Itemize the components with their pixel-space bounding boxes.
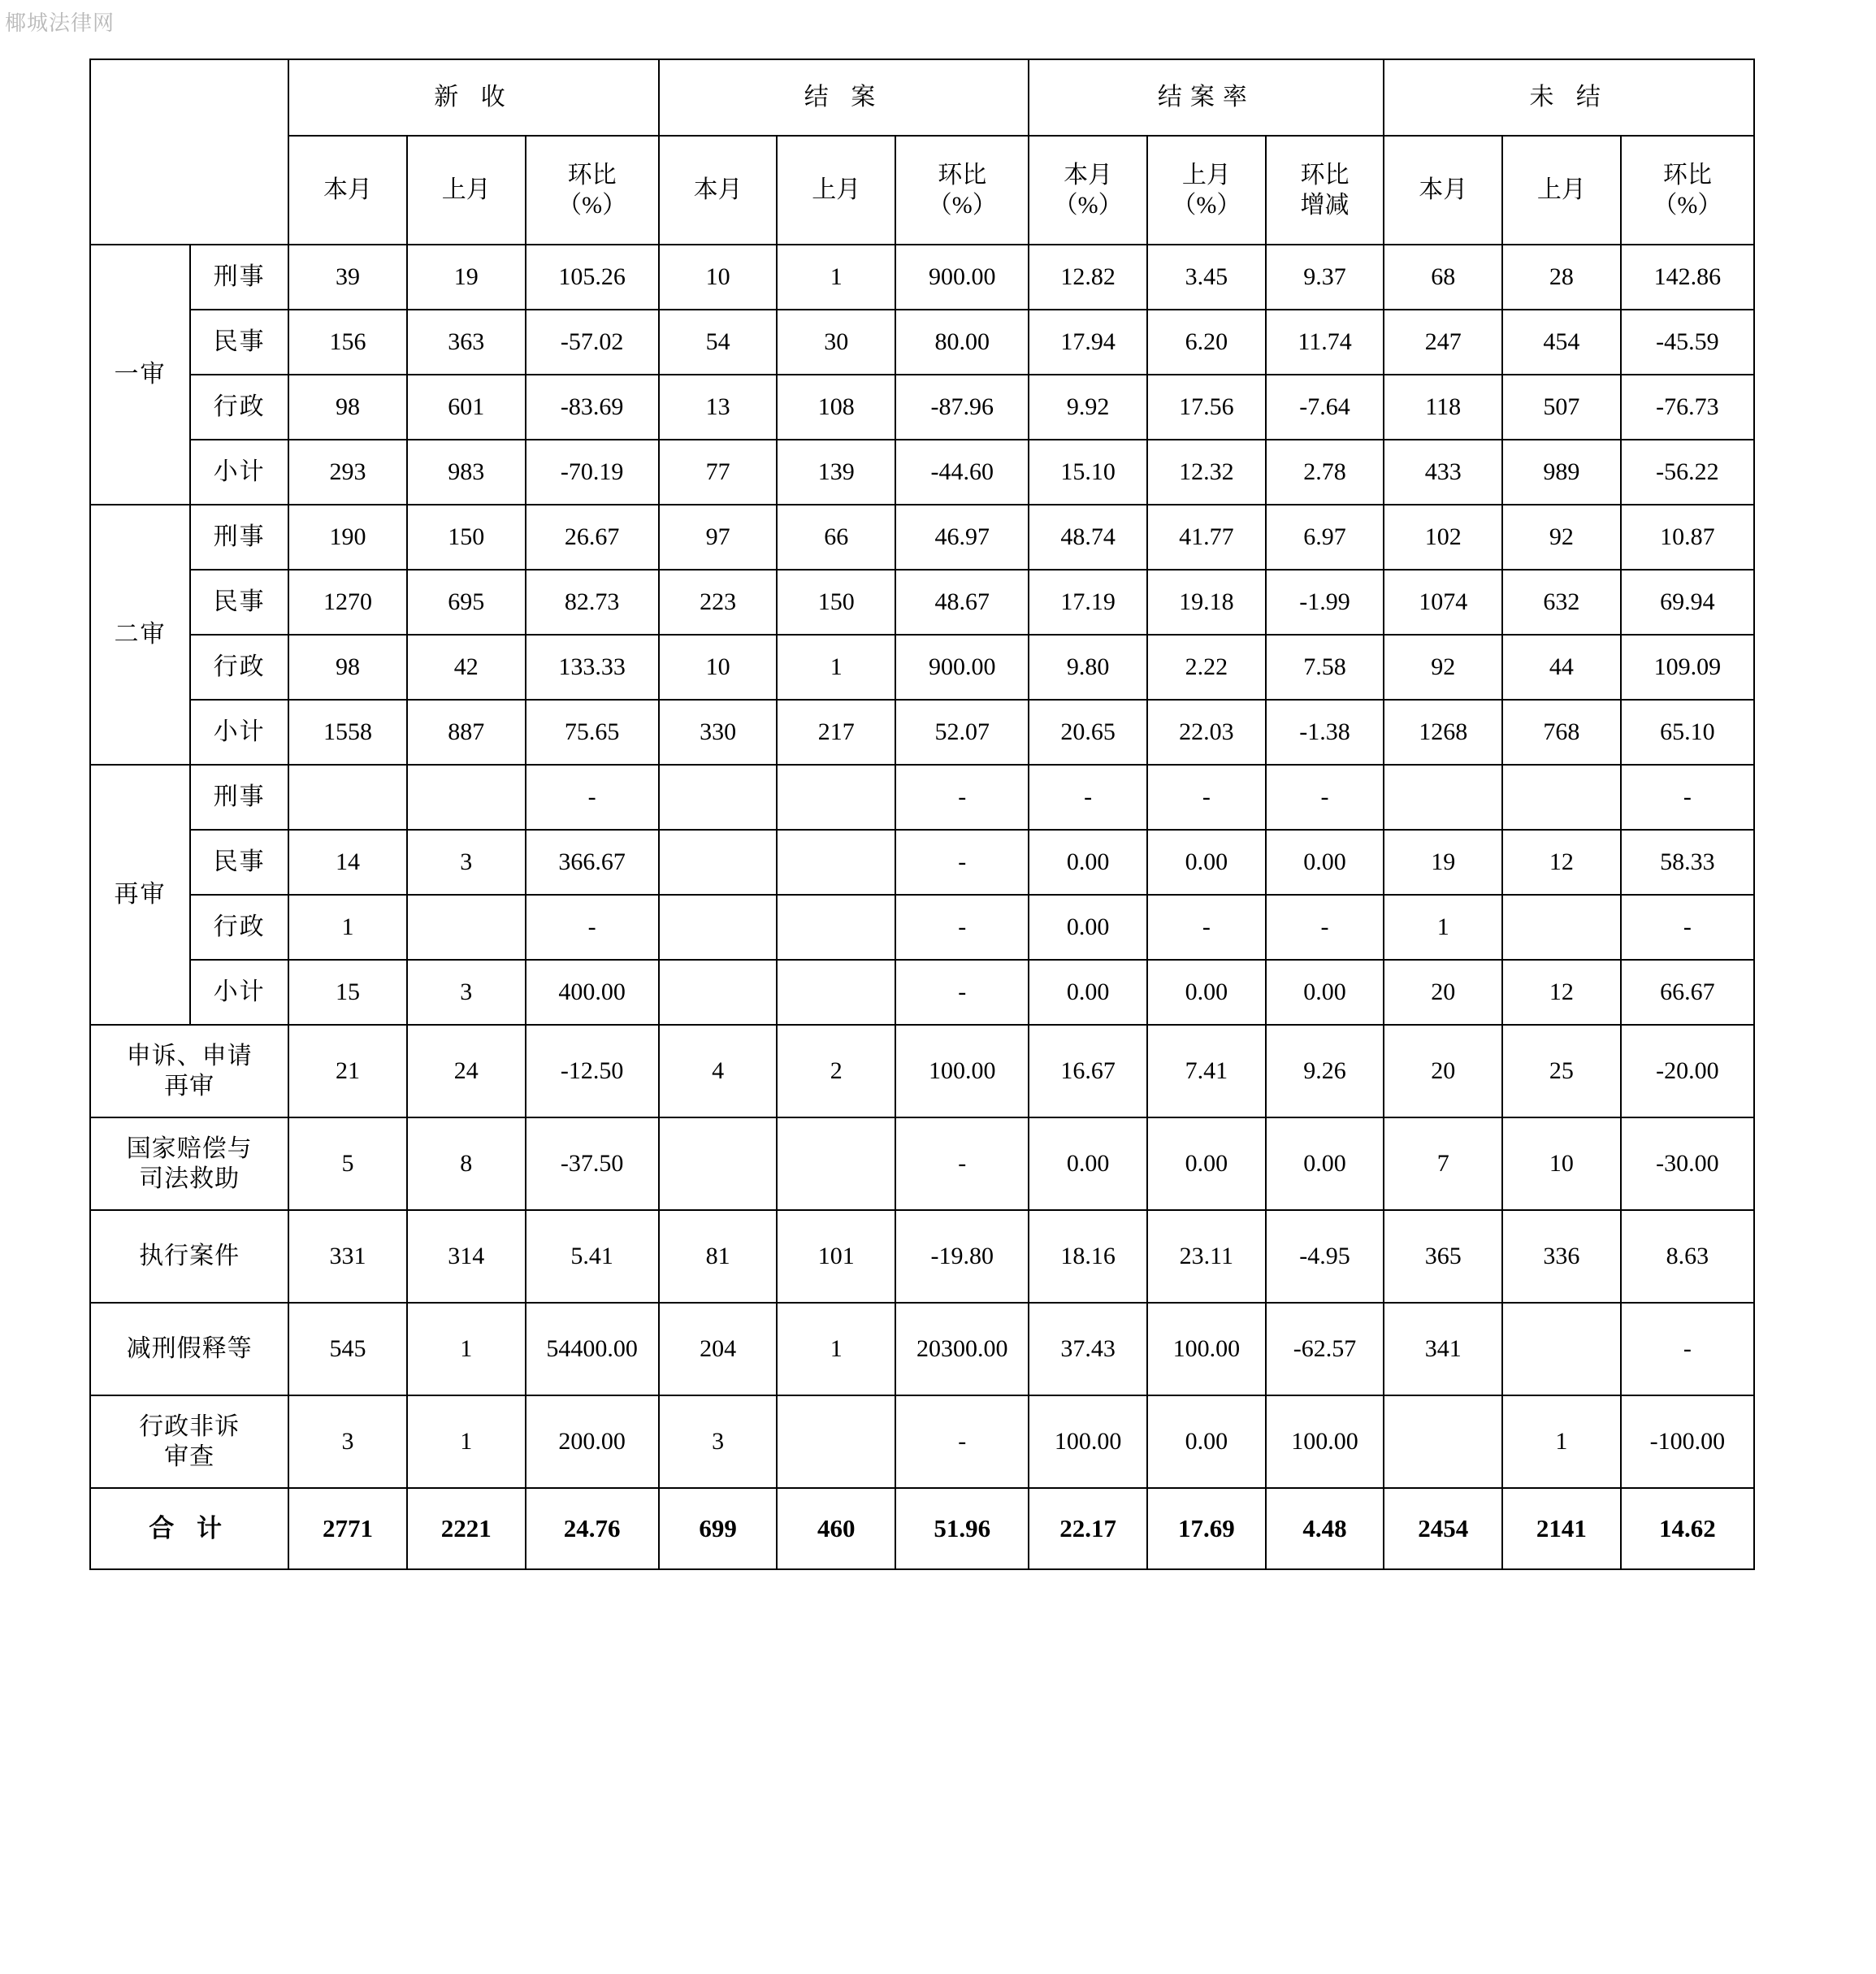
subheader-rate-last-month: 上月 （%）: [1147, 136, 1266, 245]
cell: 24.76: [526, 1488, 659, 1569]
cell: 118: [1384, 375, 1502, 440]
cell: 1: [777, 635, 895, 700]
cell: 18.16: [1029, 1210, 1147, 1303]
cell: -: [1621, 765, 1754, 830]
table-row: [90, 1025, 1754, 1117]
cell: [1384, 765, 1502, 830]
group-label-second-instance: 二审: [90, 505, 190, 765]
cell: 507: [1502, 375, 1621, 440]
cell: 26.67: [526, 505, 659, 570]
cell: 10: [1502, 1117, 1621, 1210]
cell: 3: [407, 830, 526, 895]
group-header-open: 未 结: [1384, 59, 1754, 136]
cell: -30.00: [1621, 1117, 1754, 1210]
cell: 4: [659, 1025, 778, 1117]
cell: 39: [288, 245, 407, 310]
subheader-open-last-month: 上月: [1502, 136, 1621, 245]
table-row: [90, 765, 1754, 830]
cell: [659, 895, 778, 960]
row-label: 刑事: [190, 765, 288, 830]
cell: 92: [1384, 635, 1502, 700]
cell: 8.63: [1621, 1210, 1754, 1303]
cell: 108: [777, 375, 895, 440]
statistics-sheet: [89, 59, 1755, 1570]
watermark: 椰城法律网: [5, 11, 115, 35]
cell: 66: [777, 505, 895, 570]
table-row: [90, 505, 1754, 570]
cell: -: [1266, 895, 1384, 960]
cell: 19.18: [1147, 570, 1266, 635]
cell: 0.00: [1147, 960, 1266, 1025]
cell: 989: [1502, 440, 1621, 505]
cell: 1: [407, 1303, 526, 1395]
table-row: [90, 1210, 1754, 1303]
subheader-closed-mom: 环比 （%）: [895, 136, 1029, 245]
table-row: [90, 375, 1754, 440]
cell: 1: [1384, 895, 1502, 960]
cell: 0.00: [1147, 1395, 1266, 1488]
cell: -1.99: [1266, 570, 1384, 635]
cell: 0.00: [1266, 1117, 1384, 1210]
group-header-new: 新 收: [288, 59, 659, 136]
cell: -: [895, 765, 1029, 830]
cell: 5.41: [526, 1210, 659, 1303]
cell: 12: [1502, 960, 1621, 1025]
cell: -76.73: [1621, 375, 1754, 440]
group-label-first-instance: 一审: [90, 245, 190, 505]
case-statistics-table: [89, 59, 1755, 1570]
cell: 54: [659, 310, 778, 375]
cell: 2.22: [1147, 635, 1266, 700]
cell: 1558: [288, 700, 407, 765]
cell: -45.59: [1621, 310, 1754, 375]
cell: -: [895, 895, 1029, 960]
cell: -: [1266, 765, 1384, 830]
cell: 98: [288, 635, 407, 700]
cell: 0.00: [1029, 830, 1147, 895]
cell: -: [526, 765, 659, 830]
cell: 632: [1502, 570, 1621, 635]
table-row: [90, 895, 1754, 960]
cell: 0.00: [1029, 1117, 1147, 1210]
cell: [407, 895, 526, 960]
cell: [407, 765, 526, 830]
cell: [1502, 895, 1621, 960]
group-header-closed: 结 案: [659, 59, 1029, 136]
cell: 1: [407, 1395, 526, 1488]
row-label: 行政: [190, 375, 288, 440]
cell: -: [1147, 895, 1266, 960]
cell: 1: [1502, 1395, 1621, 1488]
cell: 1074: [1384, 570, 1502, 635]
cell: 2.78: [1266, 440, 1384, 505]
cell: 142.86: [1621, 245, 1754, 310]
cell: [777, 830, 895, 895]
cell: 20: [1384, 960, 1502, 1025]
cell: -: [1621, 1303, 1754, 1395]
cell: 6.97: [1266, 505, 1384, 570]
subheader-new-last-month: 上月: [407, 136, 526, 245]
table-row: [90, 700, 1754, 765]
cell: 5: [288, 1117, 407, 1210]
cell: 12: [1502, 830, 1621, 895]
cell: 6.20: [1147, 310, 1266, 375]
cell: 900.00: [895, 245, 1029, 310]
cell: 365: [1384, 1210, 1502, 1303]
cell: 100.00: [1266, 1395, 1384, 1488]
row-label: 刑事: [190, 505, 288, 570]
cell: 1: [777, 245, 895, 310]
cell: -: [895, 1395, 1029, 1488]
cell: 0.00: [1147, 830, 1266, 895]
cell: 156: [288, 310, 407, 375]
cell: 101: [777, 1210, 895, 1303]
corner-cell: [90, 59, 288, 245]
cell: 13: [659, 375, 778, 440]
cell: 17.56: [1147, 375, 1266, 440]
row-label: 小计: [190, 700, 288, 765]
cell: 2: [777, 1025, 895, 1117]
cell: 17.19: [1029, 570, 1147, 635]
cell: 341: [1384, 1303, 1502, 1395]
cell: 331: [288, 1210, 407, 1303]
cell: 887: [407, 700, 526, 765]
table-row: [90, 960, 1754, 1025]
cell: 102: [1384, 505, 1502, 570]
cell: 217: [777, 700, 895, 765]
cell: -: [1621, 895, 1754, 960]
table-row: [90, 245, 1754, 310]
cell: 1: [288, 895, 407, 960]
cell: -19.80: [895, 1210, 1029, 1303]
cell: 20.65: [1029, 700, 1147, 765]
row-label-appeal-retrial-request: 申诉、申请 再审: [90, 1025, 288, 1117]
cell: 2221: [407, 1488, 526, 1569]
cell: 109.09: [1621, 635, 1754, 700]
cell: 66.67: [1621, 960, 1754, 1025]
cell: 454: [1502, 310, 1621, 375]
cell: 69.94: [1621, 570, 1754, 635]
cell: 7: [1384, 1117, 1502, 1210]
cell: 204: [659, 1303, 778, 1395]
cell: 695: [407, 570, 526, 635]
cell: 98: [288, 375, 407, 440]
cell: 9.37: [1266, 245, 1384, 310]
cell: 699: [659, 1488, 778, 1569]
cell: 11.74: [1266, 310, 1384, 375]
row-label: 刑事: [190, 245, 288, 310]
cell: 17.69: [1147, 1488, 1266, 1569]
cell: 247: [1384, 310, 1502, 375]
cell: 23.11: [1147, 1210, 1266, 1303]
cell: [1502, 1303, 1621, 1395]
cell: 100.00: [895, 1025, 1029, 1117]
cell: 10: [659, 635, 778, 700]
cell: 0.00: [1029, 895, 1147, 960]
cell: -57.02: [526, 310, 659, 375]
cell: -: [1029, 765, 1147, 830]
cell: 100.00: [1147, 1303, 1266, 1395]
cell: 30: [777, 310, 895, 375]
table-row: [90, 830, 1754, 895]
cell: 65.10: [1621, 700, 1754, 765]
cell: 41.77: [1147, 505, 1266, 570]
cell: -7.64: [1266, 375, 1384, 440]
cell: 22.17: [1029, 1488, 1147, 1569]
subheader-new-mom: 环比 （%）: [526, 136, 659, 245]
cell: 28: [1502, 245, 1621, 310]
subheader-closed-this-month: 本月: [659, 136, 778, 245]
cell: 15.10: [1029, 440, 1147, 505]
row-label-commutation-parole: 减刑假释等: [90, 1303, 288, 1395]
cell: -100.00: [1621, 1395, 1754, 1488]
cell: 75.65: [526, 700, 659, 765]
cell: [1502, 765, 1621, 830]
cell: 20: [1384, 1025, 1502, 1117]
cell: -: [895, 1117, 1029, 1210]
row-label-total: 合 计: [90, 1488, 288, 1569]
table-row: [90, 1395, 1754, 1488]
subheader-rate-change: 环比 增减: [1266, 136, 1384, 245]
cell: [659, 960, 778, 1025]
cell: -87.96: [895, 375, 1029, 440]
subheader-new-this-month: 本月: [288, 136, 407, 245]
cell: 433: [1384, 440, 1502, 505]
table-row: [90, 635, 1754, 700]
cell: 9.80: [1029, 635, 1147, 700]
cell: 200.00: [526, 1395, 659, 1488]
cell: 42: [407, 635, 526, 700]
row-label: 行政: [190, 635, 288, 700]
cell: 1: [777, 1303, 895, 1395]
table-row-total: [90, 1488, 1754, 1569]
cell: 19: [407, 245, 526, 310]
row-label-admin-nonlitigation-review: 行政非诉 审查: [90, 1395, 288, 1488]
cell: 68: [1384, 245, 1502, 310]
cell: 82.73: [526, 570, 659, 635]
cell: 3.45: [1147, 245, 1266, 310]
cell: 150: [777, 570, 895, 635]
table-row: [90, 570, 1754, 635]
cell: 4.48: [1266, 1488, 1384, 1569]
cell: 24: [407, 1025, 526, 1117]
cell: 7.41: [1147, 1025, 1266, 1117]
subheader-closed-last-month: 上月: [777, 136, 895, 245]
cell: [659, 765, 778, 830]
cell: 12.82: [1029, 245, 1147, 310]
cell: 3: [407, 960, 526, 1025]
cell: 77: [659, 440, 778, 505]
cell: 51.96: [895, 1488, 1029, 1569]
cell: -44.60: [895, 440, 1029, 505]
cell: 1270: [288, 570, 407, 635]
row-label: 小计: [190, 440, 288, 505]
table-body: [90, 245, 1754, 1569]
cell: 37.43: [1029, 1303, 1147, 1395]
cell: 150: [407, 505, 526, 570]
cell: 900.00: [895, 635, 1029, 700]
cell: 105.26: [526, 245, 659, 310]
cell: 100.00: [1029, 1395, 1147, 1488]
cell: 400.00: [526, 960, 659, 1025]
subheader-open-this-month: 本月: [1384, 136, 1502, 245]
cell: 22.03: [1147, 700, 1266, 765]
cell: 12.32: [1147, 440, 1266, 505]
cell: 97: [659, 505, 778, 570]
cell: 9.26: [1266, 1025, 1384, 1117]
table-row: [90, 310, 1754, 375]
row-label: 民事: [190, 310, 288, 375]
cell: 2771: [288, 1488, 407, 1569]
cell: 133.33: [526, 635, 659, 700]
cell: -1.38: [1266, 700, 1384, 765]
group-header-rate: 结案率: [1029, 59, 1384, 136]
table-row: [90, 1303, 1754, 1395]
cell: 293: [288, 440, 407, 505]
cell: -20.00: [1621, 1025, 1754, 1117]
cell: 80.00: [895, 310, 1029, 375]
cell: 14.62: [1621, 1488, 1754, 1569]
cell: [777, 1117, 895, 1210]
cell: 21: [288, 1025, 407, 1117]
cell: -4.95: [1266, 1210, 1384, 1303]
cell: [659, 830, 778, 895]
cell: 2141: [1502, 1488, 1621, 1569]
cell: [288, 765, 407, 830]
cell: 48.67: [895, 570, 1029, 635]
subheader-rate-this-month: 本月 （%）: [1029, 136, 1147, 245]
cell: -: [895, 830, 1029, 895]
cell: 363: [407, 310, 526, 375]
header-group-row: [90, 59, 1754, 136]
cell: 768: [1502, 700, 1621, 765]
cell: -62.57: [1266, 1303, 1384, 1395]
group-label-retrial: 再审: [90, 765, 190, 1025]
cell: 336: [1502, 1210, 1621, 1303]
cell: 48.74: [1029, 505, 1147, 570]
cell: 139: [777, 440, 895, 505]
cell: 10: [659, 245, 778, 310]
cell: 0.00: [1266, 960, 1384, 1025]
row-label: 民事: [190, 570, 288, 635]
cell: 10.87: [1621, 505, 1754, 570]
cell: -: [526, 895, 659, 960]
cell: 20300.00: [895, 1303, 1029, 1395]
header-sub-row: [90, 136, 1754, 245]
cell: -37.50: [526, 1117, 659, 1210]
row-label-enforcement-cases: 执行案件: [90, 1210, 288, 1303]
row-label-state-compensation: 国家赔偿与 司法救助: [90, 1117, 288, 1210]
cell: 983: [407, 440, 526, 505]
cell: -12.50: [526, 1025, 659, 1117]
row-label: 民事: [190, 830, 288, 895]
cell: 44: [1502, 635, 1621, 700]
cell: 54400.00: [526, 1303, 659, 1395]
table-row: [90, 1117, 1754, 1210]
cell: 3: [288, 1395, 407, 1488]
cell: 545: [288, 1303, 407, 1395]
table-header: [90, 59, 1754, 245]
cell: -: [1147, 765, 1266, 830]
cell: 0.00: [1029, 960, 1147, 1025]
row-label: 小计: [190, 960, 288, 1025]
cell: -56.22: [1621, 440, 1754, 505]
cell: 46.97: [895, 505, 1029, 570]
cell: [777, 1395, 895, 1488]
row-label: 行政: [190, 895, 288, 960]
table-row: [90, 440, 1754, 505]
cell: [659, 1117, 778, 1210]
cell: 52.07: [895, 700, 1029, 765]
cell: 3: [659, 1395, 778, 1488]
cell: 330: [659, 700, 778, 765]
cell: [777, 895, 895, 960]
cell: 366.67: [526, 830, 659, 895]
cell: -: [895, 960, 1029, 1025]
cell: 9.92: [1029, 375, 1147, 440]
cell: 460: [777, 1488, 895, 1569]
cell: 16.67: [1029, 1025, 1147, 1117]
cell: 1268: [1384, 700, 1502, 765]
cell: -70.19: [526, 440, 659, 505]
cell: 601: [407, 375, 526, 440]
cell: [1384, 1395, 1502, 1488]
subheader-open-mom: 环比 （%）: [1621, 136, 1754, 245]
cell: 19: [1384, 830, 1502, 895]
cell: 314: [407, 1210, 526, 1303]
cell: 7.58: [1266, 635, 1384, 700]
cell: 8: [407, 1117, 526, 1210]
cell: 17.94: [1029, 310, 1147, 375]
cell: 223: [659, 570, 778, 635]
cell: 190: [288, 505, 407, 570]
cell: 92: [1502, 505, 1621, 570]
cell: [777, 765, 895, 830]
cell: 0.00: [1147, 1117, 1266, 1210]
cell: 15: [288, 960, 407, 1025]
cell: 0.00: [1266, 830, 1384, 895]
cell: [777, 960, 895, 1025]
cell: -83.69: [526, 375, 659, 440]
cell: 2454: [1384, 1488, 1502, 1569]
cell: 14: [288, 830, 407, 895]
cell: 81: [659, 1210, 778, 1303]
cell: 58.33: [1621, 830, 1754, 895]
cell: 25: [1502, 1025, 1621, 1117]
